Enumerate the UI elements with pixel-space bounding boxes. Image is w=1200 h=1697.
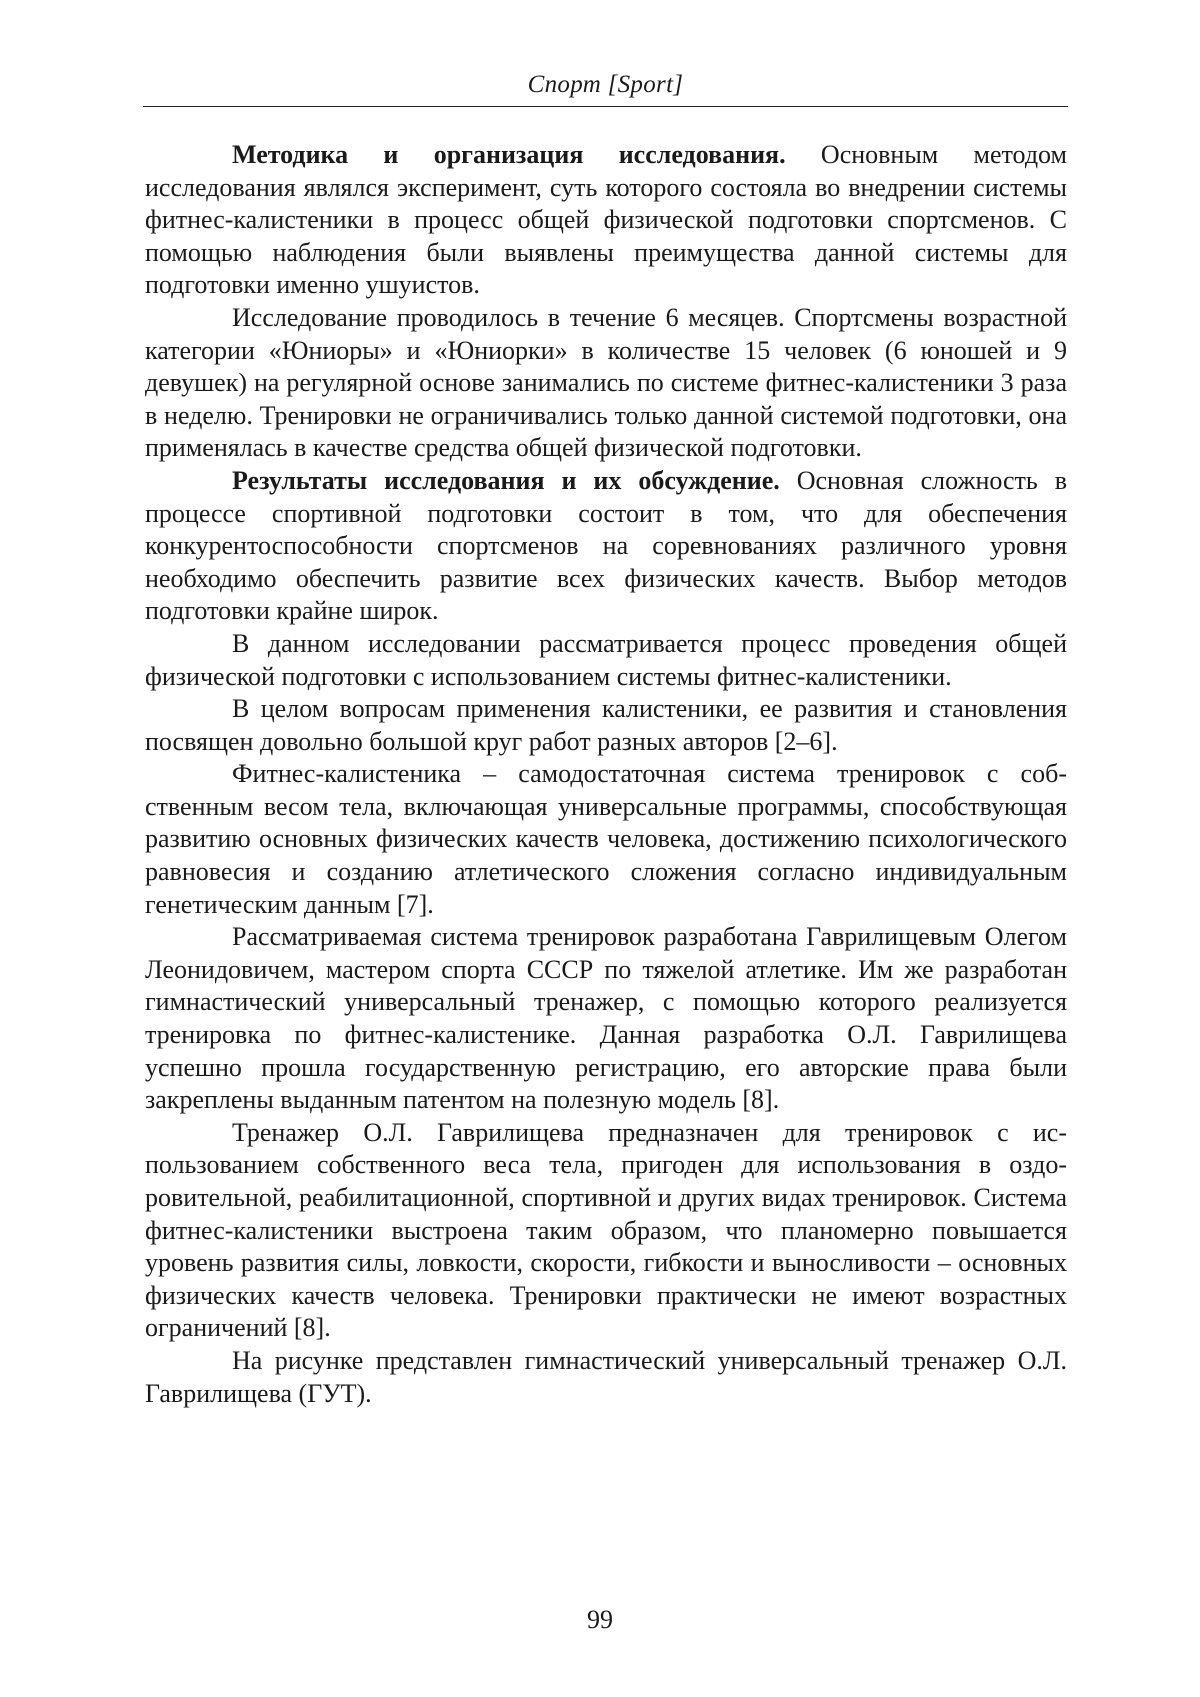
paragraph: Исследование проводилось в течение 6 месяцев. Спортсмены воз­растной категории «Юниоры» и «Юниорки» в количестве 15 человек (6 юношей и 9 девушек) на регулярной основе занимались по системе фит­нес-калистеники 3 раза в неделю. Тренировки не ограничивались только данной системой подготовки, она применялась в качестве средства общей физической подготовки. bbox=[145, 302, 1067, 465]
running-header: Спорт [Sport] bbox=[143, 70, 1068, 100]
paragraph-text: Основная сложность в процессе спортивной подготовки состоит в том, что для обеспечения конкурентоспособности спортсменов на соревнованиях различного уровня необходимо обеспечить развитие всех физических качеств. Выбор методов подготовки крайне широк. bbox=[145, 466, 1067, 625]
paragraph: Фитнес-калистеника – самодостаточная система тренировок с соб­ственным весом тела, включающая универсальные программы, способст­вующая развитию основных физических качеств человека, достижению психологического равновесия и созданию атлетического сложения со­гласно индивидуальным генетическим данным [7]. bbox=[145, 758, 1067, 921]
paragraph: В целом вопросам применения калистеники, ее развития и станов­ления посвящен довольно большой круг работ разных авторов [2–6]. bbox=[145, 693, 1067, 758]
paragraph-results bbox=[145, 465, 1067, 628]
paragraph: Тренажер О.Л. Гаврилищева предназначен для тренировок с ис­пользованием собственного веса тела, пригоден для использования в оздо­ровительной, реабилитационной, спортивной и других видах тренировок. Система фитнес-калистеники выстроена таким образом, что планомерно повышается уровень развития силы, ловкости, скорости, гибкости и вы­носливости – основных физических качеств человека. Тренировки практи­чески не имеют возрастных ограничений [8]. bbox=[145, 1117, 1067, 1345]
paragraph-methods bbox=[145, 139, 1067, 302]
header-rule bbox=[143, 106, 1068, 107]
section-heading-results: Результаты исследования и их обсуждение. bbox=[232, 466, 780, 495]
section-heading-methods: Методика и организация исследования. bbox=[232, 140, 786, 169]
page-number: 99 bbox=[0, 1605, 1200, 1635]
article-body bbox=[145, 139, 1067, 1410]
journal-page bbox=[0, 0, 1200, 1697]
paragraph-text: Основным методом исследования являлся эксперимент, суть которого состояла во внедрении системы фитнес-калистеники в процесс общей физической подготовки спортсменов. С помощью наблюдения были выявлены преимущества дан­ной системы для подготовки именно ушуистов. bbox=[145, 140, 1067, 299]
paragraph: В данном исследовании рассматривается процесс проведения общей физической подготовки с использованием системы фитнес-калисте­ники. bbox=[145, 628, 1067, 693]
paragraph: Рассматриваемая система тренировок разработана Гаврилищевым Олегом Леонидовичем, мастером спорта СССР по тяжелой атлетике. Им же разработан гимнастический универсальный тренажер, с помощью кото­рого реализуется тренировка по фитнес-калистенике. Данная разработка О.Л. Гаврилищева успешно прошла государственную регистрацию, его ав­торские права были закреплены выданным патентом на полезную модель [8]. bbox=[145, 921, 1067, 1117]
paragraph: На рисунке представлен гимнастический универсальный тренажер О.Л. Гаврилищева (ГУТ). bbox=[145, 1345, 1067, 1410]
